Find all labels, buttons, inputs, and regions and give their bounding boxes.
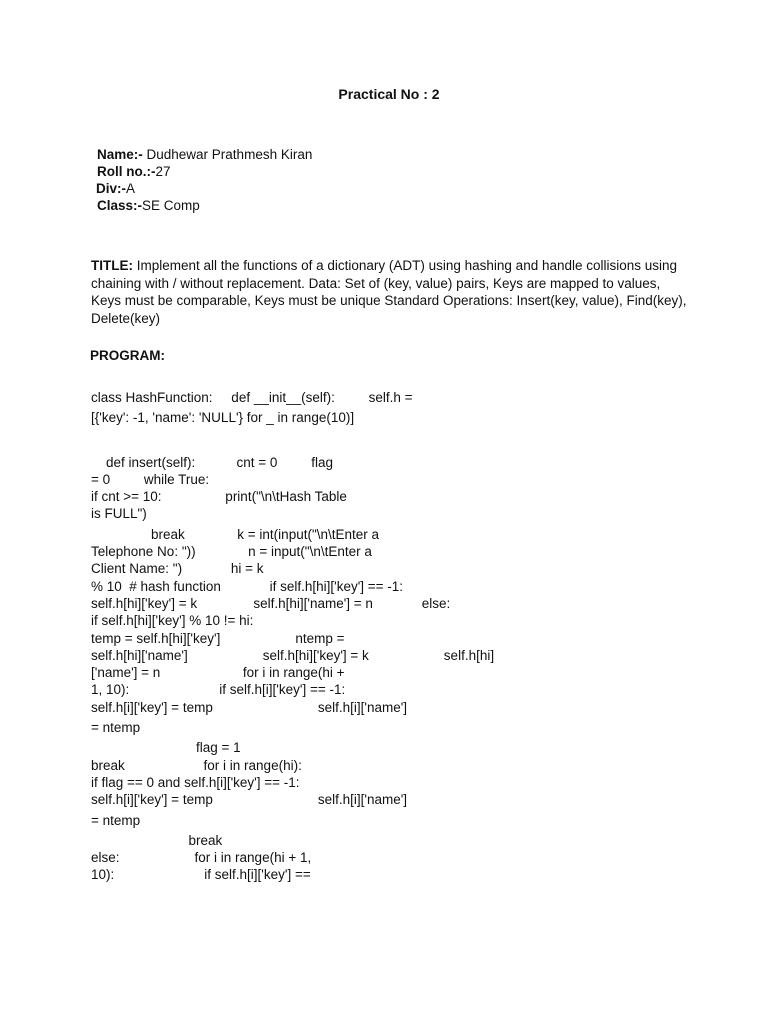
code-line: % 10 # hash function if self.h[hi]['key'] == -1: xyxy=(91,578,404,594)
code-line: break k = int(input("\n\tEnter a xyxy=(91,526,380,542)
title-paragraph xyxy=(91,257,691,327)
code-line: [{'key': -1, 'name': 'NULL'} for _ in range(10)] xyxy=(91,410,355,426)
code-line: Client Name: ") hi = k xyxy=(91,561,264,577)
title-text: Implement all the functions of a dictionary (ADT) using hashing and handle collisions using chaining with / without replacement. Data: Set of (key, value) pairs, Keys are mapped to values, Keys must be comparable, Keys must be unique Standard Operations: Insert(key, value), Find(key), Delete(key) xyxy=(91,258,687,326)
class-row xyxy=(97,197,312,214)
title-label: TITLE: xyxy=(91,258,133,273)
name-row xyxy=(97,146,312,163)
code-line: = ntemp xyxy=(91,720,141,736)
program-heading: PROGRAM: xyxy=(90,348,165,363)
code-line: 1, 10): if self.h[i]['key'] == -1: xyxy=(91,682,346,698)
code-line: = ntemp xyxy=(91,812,141,828)
code-line: self.h[hi]['name'] self.h[hi]['key'] = k self.h[hi] xyxy=(91,647,495,663)
roll-label: Roll no.:- xyxy=(97,164,156,179)
class-value: SE Comp xyxy=(142,198,200,213)
code-line: flag = 1 xyxy=(91,740,241,756)
class-label: Class:- xyxy=(97,198,143,213)
code-line: break xyxy=(91,832,223,848)
student-info xyxy=(97,146,312,214)
code-line: else: for i in range(hi + 1, xyxy=(91,850,312,866)
roll-row xyxy=(97,163,312,180)
code-line: if self.h[hi]['key'] % 10 != hi: xyxy=(91,613,254,629)
name-label: Name:- xyxy=(97,147,143,162)
code-line: if cnt >= 10: print("\n\tHash Table xyxy=(91,489,347,505)
practical-heading: Practical No : 2 xyxy=(338,86,440,102)
name-value: Dudhewar Prathmesh Kiran xyxy=(142,147,313,162)
code-line: self.h[hi]['key'] = k self.h[hi]['name'] = n else: xyxy=(91,595,451,611)
roll-value: 27 xyxy=(155,164,171,179)
code-line: Telephone No: ")) n = input("\n\tEnter a xyxy=(91,544,372,560)
code-line: ['name'] = n for i in range(hi + xyxy=(91,665,345,681)
code-line: = 0 while True: xyxy=(91,471,210,487)
div-label: Div:- xyxy=(96,181,126,196)
code-block xyxy=(91,389,561,884)
div-row xyxy=(96,180,312,197)
code-line: 10): if self.h[i]['key'] == xyxy=(91,867,311,883)
code-line: def insert(self): cnt = 0 flag xyxy=(91,454,333,470)
code-line: temp = self.h[hi]['key'] ntemp = xyxy=(91,630,345,646)
code-line: is FULL") xyxy=(91,506,147,522)
code-line: class HashFunction: def __init__(self): self.h = xyxy=(91,390,413,405)
code-line: if flag == 0 and self.h[i]['key'] == -1: xyxy=(91,774,300,790)
code-line: break for i in range(hi): xyxy=(91,757,302,773)
code-line: self.h[i]['key'] = temp self.h[i]['name'] xyxy=(91,792,408,808)
code-line: self.h[i]['key'] = temp self.h[i]['name'] xyxy=(91,699,408,715)
div-value: A xyxy=(126,181,136,196)
